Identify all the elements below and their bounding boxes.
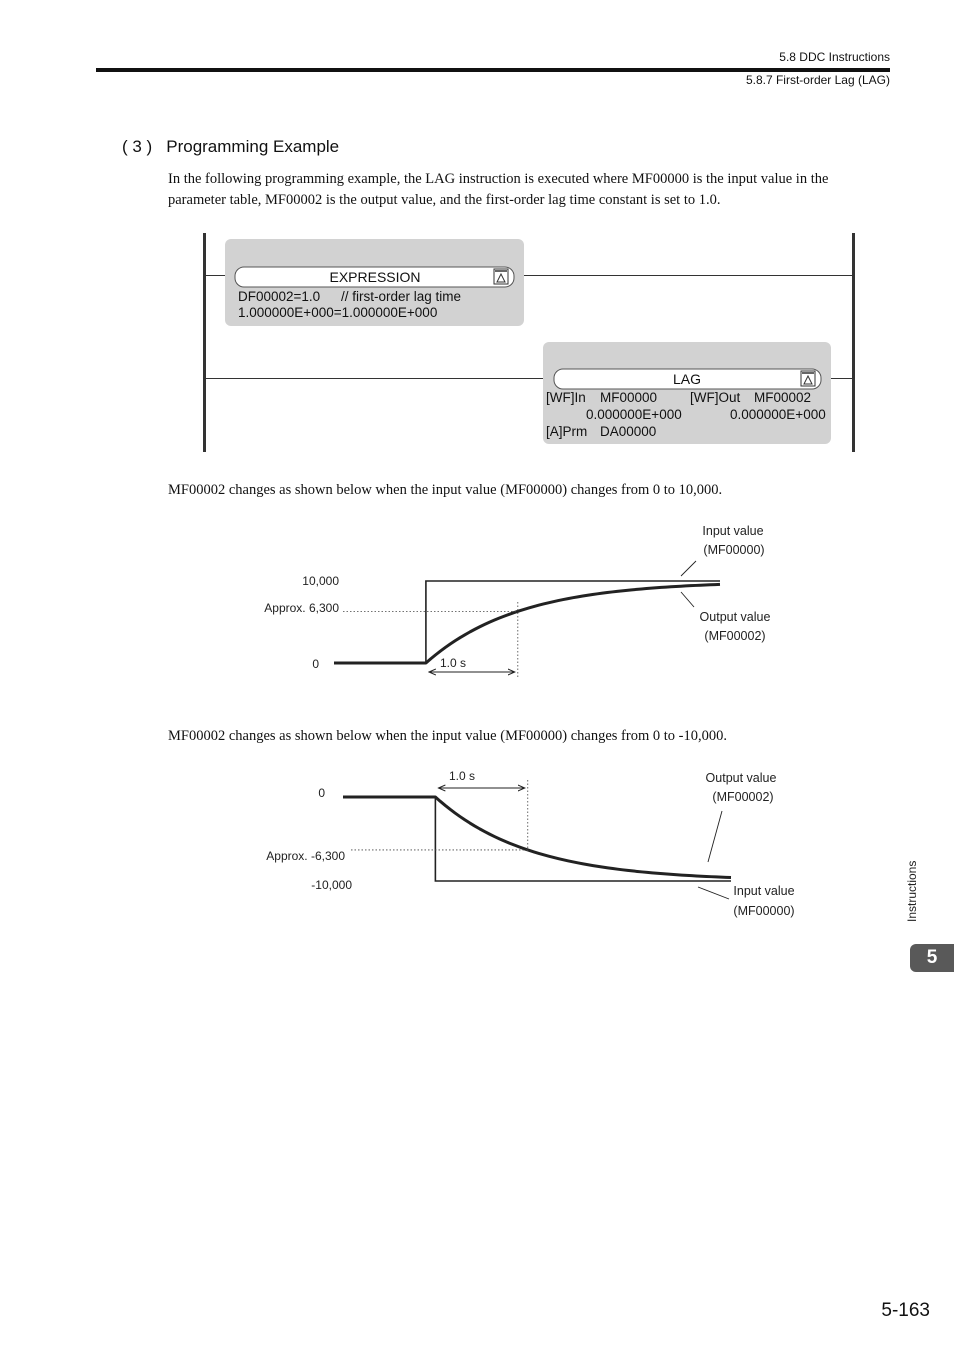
- ladder-diagram: [0, 0, 954, 460]
- chart1-input-label-reg: (MF00000): [703, 543, 765, 557]
- chart1-time-label: 1.0 s: [439, 656, 467, 670]
- chart2-ytick-bottom: -10,000: [311, 878, 352, 892]
- example2-caption: MF00002 changes as shown below when the input value (MF00000) changes from 0 to -10,000.: [168, 728, 727, 744]
- example1-caption: MF00002 changes as shown below when the input value (MF00000) changes from 0 to 10,000.: [168, 482, 723, 498]
- lag-out-value: 0.000000E+000: [730, 407, 826, 422]
- intro-paragraph: In the following programming example, the LAG instruction is executed where MF00000 is the input value in the parameter table, MF00002 is the output value, and the first-order lag time constant is set to 1.0.: [168, 171, 829, 208]
- chart1-input-label: Input value: [702, 524, 764, 538]
- header-subsection: 5.8.7 First-order Lag (LAG): [745, 73, 890, 87]
- input-step-line: [435, 797, 731, 881]
- chart1-output-label-reg: (MF00002): [704, 629, 766, 643]
- section-number: ( 3 ): [122, 137, 153, 156]
- lag-out-label: [WF]Out: [690, 390, 741, 405]
- expression-line1-comment: // first-order lag time: [341, 289, 462, 304]
- lag-block[interactable]: [543, 342, 831, 444]
- header-section: 5.8 DDC Instructions: [779, 50, 890, 64]
- chart2-input-label-reg: (MF00000): [733, 904, 795, 918]
- lag-prm-label: [A]Prm: [546, 424, 588, 439]
- section-title-text: Programming Example: [166, 137, 340, 156]
- lag-in-register: MF00000: [600, 390, 658, 405]
- lag-collapse-icon[interactable]: [801, 371, 815, 386]
- chart1-ytick-approx: Approx. 6,300: [264, 601, 339, 615]
- lag-in-label: [WF]In: [546, 390, 586, 405]
- expression-line2: 1.000000E+000=1.000000E+000: [238, 305, 438, 320]
- chart2-output-label-reg: (MF00002): [712, 790, 774, 804]
- side-label: Instructions: [905, 860, 919, 922]
- expression-title: EXPRESSION: [329, 269, 421, 285]
- chart1-output-label: Output value: [699, 610, 771, 624]
- lag-out-register: MF00002: [754, 390, 812, 405]
- page-number: 5-163: [881, 1300, 930, 1321]
- annotation-leader-1: [708, 811, 722, 862]
- annotation-leader-1: [681, 561, 696, 576]
- expression-collapse-icon[interactable]: [494, 269, 508, 284]
- expression-block[interactable]: [225, 239, 524, 326]
- chapter-tab[interactable]: 5: [910, 944, 954, 972]
- chart1-ytick-zero: 0: [312, 657, 319, 671]
- expression-line1-code: DF00002=1.0: [238, 289, 321, 304]
- chart2-input-label: Input value: [733, 884, 795, 898]
- annotation-leader-2: [698, 887, 729, 899]
- lag-in-value: 0.000000E+000: [586, 407, 682, 422]
- output-curve: [343, 797, 731, 878]
- chart-negative-step: [0, 760, 954, 930]
- input-step-line: [426, 581, 720, 663]
- chart-positive-step: [0, 510, 954, 690]
- chart2-ytick-approx: Approx. -6,300: [266, 849, 345, 863]
- output-curve: [334, 584, 720, 663]
- lag-prm-register: DA00000: [600, 424, 657, 439]
- chart2-output-label: Output value: [705, 771, 777, 785]
- lag-title: LAG: [672, 371, 702, 387]
- annotation-leader-2: [681, 592, 694, 607]
- chart1-ytick-top: 10,000: [302, 574, 339, 588]
- chart2-time-label: 1.0 s: [448, 769, 476, 783]
- chart2-ytick-zero: 0: [318, 786, 325, 800]
